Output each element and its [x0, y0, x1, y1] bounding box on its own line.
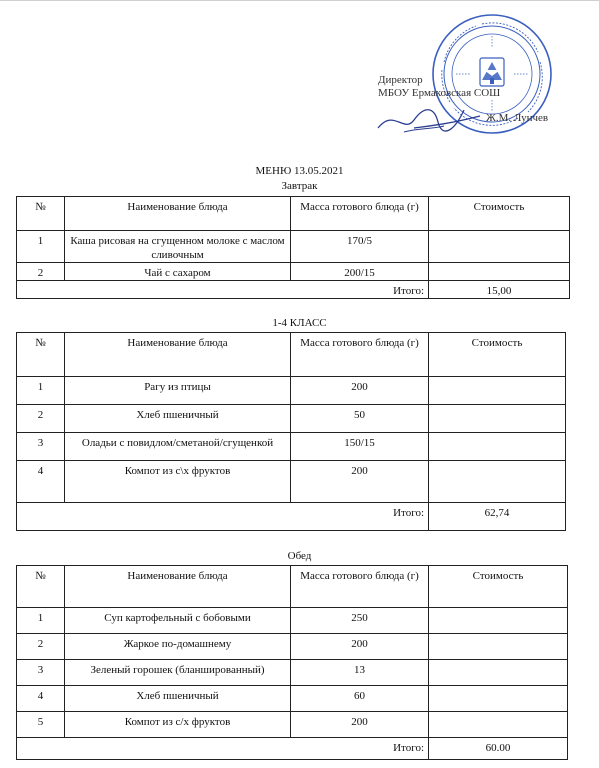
row-num: 1: [17, 608, 65, 634]
row-mass: 200: [291, 377, 429, 405]
table-row: [17, 660, 568, 686]
total-row: [17, 738, 568, 760]
table-header-row: [17, 333, 566, 377]
row-mass: 200: [291, 461, 429, 503]
col-header-cost: Стоимость: [429, 197, 570, 231]
row-dish: Суп картофельный с бобовыми: [65, 608, 291, 634]
col-header-num: №: [17, 197, 65, 231]
director-block: [378, 74, 500, 100]
table-row: [17, 377, 566, 405]
table-row: [17, 712, 568, 738]
signer-name: Ж.М. Лунчев: [486, 112, 549, 124]
row-mass: 200/15: [291, 263, 429, 281]
row-num: 2: [17, 405, 65, 433]
school-name: МБОУ Ермаковская СОШ: [378, 87, 501, 99]
total-label: Итого:: [17, 503, 429, 531]
row-mass: 200: [291, 634, 429, 660]
row-cost: [429, 634, 568, 660]
col-header-name: Наименование блюда: [65, 197, 291, 231]
row-cost: [429, 712, 568, 738]
col-header-mass: Масса готового блюда (г): [291, 333, 429, 377]
row-num: 3: [17, 660, 65, 686]
row-dish: Компот из с/х фруктов: [65, 712, 291, 738]
section-title-lunch: Обед: [287, 550, 312, 562]
row-cost: [429, 231, 570, 263]
row-cost: [429, 433, 566, 461]
row-cost: [429, 686, 568, 712]
row-cost: [429, 377, 566, 405]
row-num: 3: [17, 433, 65, 461]
col-header-num: №: [17, 333, 65, 377]
row-mass: 200: [291, 712, 429, 738]
total-row: [17, 503, 566, 531]
total-row: [17, 281, 570, 299]
table-row: [17, 634, 568, 660]
row-cost: [429, 660, 568, 686]
row-mass: 60: [291, 686, 429, 712]
row-mass: 50: [291, 405, 429, 433]
row-dish: Рагу из птицы: [65, 377, 291, 405]
lunch-table: [16, 565, 568, 760]
col-header-name: Наименование блюда: [65, 333, 291, 377]
row-mass: 170/5: [291, 231, 429, 263]
col-header-num: №: [17, 566, 65, 608]
row-dish: Хлеб пшеничный: [65, 405, 291, 433]
total-value: 60.00: [429, 738, 568, 760]
section-title-grades-1-4: 1-4 КЛАСС: [272, 317, 327, 329]
table-row: [17, 461, 566, 503]
row-dish: Оладьи с повидлом/сметаной/сгущенкой: [65, 433, 291, 461]
col-header-mass: Масса готового блюда (г): [291, 566, 429, 608]
row-mass: 250: [291, 608, 429, 634]
row-cost: [429, 461, 566, 503]
table-row: [17, 686, 568, 712]
row-mass: 13: [291, 660, 429, 686]
row-dish: Чай с сахаром: [65, 263, 291, 281]
row-cost: [429, 263, 570, 281]
table-row: [17, 231, 570, 263]
row-num: 1: [17, 377, 65, 405]
row-dish: Зеленый горошек (бланшированный): [65, 660, 291, 686]
row-dish: Компот из с\х фруктов: [65, 461, 291, 503]
total-label: Итого:: [17, 281, 429, 299]
grades-1-4-table: [16, 332, 566, 531]
col-header-name: Наименование блюда: [65, 566, 291, 608]
col-header-cost: Стоимость: [429, 333, 566, 377]
col-header-cost: Стоимость: [429, 566, 568, 608]
row-dish: Хлеб пшеничный: [65, 686, 291, 712]
total-value: 15,00: [429, 281, 570, 299]
row-num: 4: [17, 686, 65, 712]
table-header-row: [17, 197, 570, 231]
row-mass: 150/15: [291, 433, 429, 461]
section-title-breakfast: Завтрак: [281, 180, 318, 192]
row-num: 5: [17, 712, 65, 738]
row-num: 4: [17, 461, 65, 503]
breakfast-table: [16, 196, 570, 299]
row-num: 1: [17, 231, 65, 263]
handwritten-signature: [374, 98, 484, 138]
col-header-mass: Масса готового блюда (г): [291, 197, 429, 231]
total-label: Итого:: [17, 738, 429, 760]
table-row: [17, 405, 566, 433]
row-cost: [429, 405, 566, 433]
top-divider: [0, 0, 599, 1]
table-row: [17, 433, 566, 461]
row-dish: Каша рисовая на сгущенном молоке с маслом сливочным: [65, 231, 291, 263]
row-num: 2: [17, 263, 65, 281]
total-value: 62,74: [429, 503, 566, 531]
row-num: 2: [17, 634, 65, 660]
row-cost: [429, 608, 568, 634]
table-row: [17, 608, 568, 634]
menu-title: МЕНЮ 13.05.2021: [255, 165, 344, 177]
row-dish: Жаркое по-домашнему: [65, 634, 291, 660]
table-header-row: [17, 566, 568, 608]
director-title: Директор: [378, 74, 423, 86]
table-row: [17, 263, 570, 281]
